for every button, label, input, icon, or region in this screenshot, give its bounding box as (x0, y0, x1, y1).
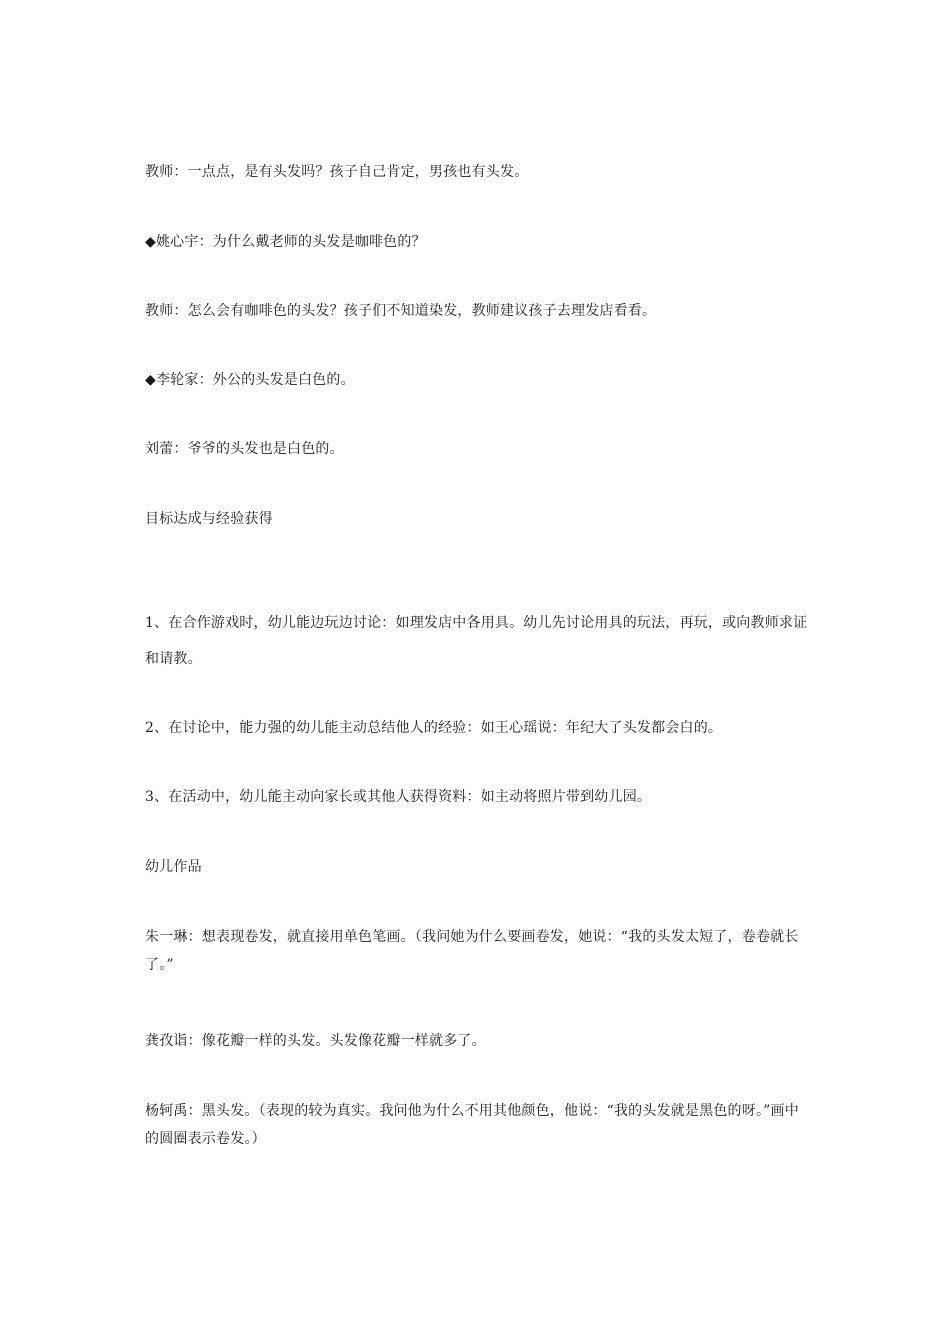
paragraph: 3、在活动中，幼儿能主动向家长或其他人获得资料：如主动将照片带到幼儿园。 (145, 789, 652, 805)
paragraph: 刘蕾：爷爷的头发也是白色的。 (145, 441, 344, 457)
paragraph: 龚孜诣：像花瓣一样的头发。头发像花瓣一样就多了。 (145, 1033, 486, 1049)
paragraph: ◆李轮家：外公的头发是白色的。 (145, 372, 355, 388)
paragraph: ◆姚心宇：为什么戴老师的头发是咖啡色的？ (145, 234, 426, 250)
section-heading: 目标达成与经验获得 (145, 511, 273, 527)
section-heading: 幼儿作品 (145, 859, 202, 875)
paragraph: 教师：怎么会有咖啡色的头发？孩子们不知道染发，教师建议孩子去理发店看看。 (145, 303, 657, 319)
paragraph: 1、在合作游戏时，幼儿能边玩边讨论：如理发店中各用具。幼儿先讨论用具的玩法，再玩，或向教师求证和请教。 (145, 615, 808, 667)
paragraph: 杨轲禹：黑头发。（表现的较为真实。我问他为什么不用其他颜色，他说：“我的头发就是黑色的呀。”画中的圆圈表示卷发。） (145, 1103, 799, 1147)
paragraph: 朱一琳：想表现卷发，就直接用单色笔画。（我问她为什么要画卷发，她说：“我的头发太短了，卷卷就长了。” (145, 929, 799, 973)
paragraph: 2、在讨论中，能力强的幼儿能主动总结他人的经验：如王心瑶说：年纪大了头发都会白的。 (145, 720, 723, 736)
paragraph: 教师：一点点，是有头发吗？孩子自己肯定，男孩也有头发。 (145, 164, 529, 180)
